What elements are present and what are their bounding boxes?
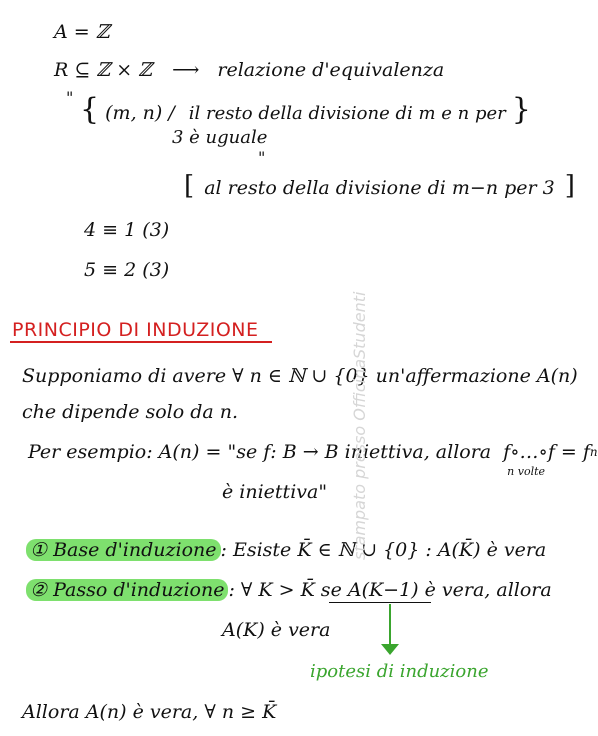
step-text: : ∀ K > K̄ se A(K−1) è vera, allora [228, 579, 552, 601]
set-condition-1: il resto della divisione di m e n per [188, 103, 506, 124]
right-arrow-icon: ⟶ [172, 59, 200, 81]
step-induction-line [26, 578, 552, 602]
congruence-1: 4 ≡ 1 (3) [84, 219, 170, 241]
step-number: ② [30, 579, 48, 601]
set-definition [80, 92, 531, 127]
paragraph-3 [28, 440, 598, 478]
hypothesis-underline [329, 602, 431, 603]
down-arrow-icon [381, 644, 399, 655]
bracket-text: al resto della divisione di m−n per 3 [204, 177, 555, 199]
conclusion: Allora A(n) è vera, ∀ n ≥ K̄ [22, 701, 277, 723]
composition-formula [503, 441, 598, 478]
r-subset-line [54, 58, 444, 82]
set-condition-2: 3 è uguale [172, 127, 268, 148]
composition-exponent: n [589, 445, 598, 459]
composition-text: f∘…∘f = f [503, 441, 590, 463]
base-number: ① [30, 539, 48, 561]
r-subset: R ⊆ ℤ × ℤ [54, 59, 153, 81]
set-pair: (m, n) / [105, 102, 175, 124]
section-title: PRINCIPIO DI INDUZIONE [12, 319, 259, 341]
step-label: Passo d'induzione [53, 579, 225, 601]
a-equals-z: A = ℤ [54, 21, 110, 43]
title-underline [10, 341, 272, 343]
step-highlight [26, 579, 228, 601]
relazione-label: relazione d'equivalenza [217, 59, 445, 81]
bracket-left: [ [184, 171, 195, 201]
bracket-right: ] [564, 171, 575, 201]
equals-mark: " [66, 88, 74, 107]
n-volte-label: n volte [507, 465, 546, 478]
base-highlight [26, 539, 221, 561]
watermark: stampato presso OfficinaStudenti [350, 291, 369, 560]
set-open-brace: { [80, 92, 100, 127]
example-text: Per esempio: A(n) = "se f: B → B iniettiva, allora [28, 441, 492, 463]
ipotesi-annotation: ipotesi di induzione [310, 661, 489, 682]
base-text: : Esiste K̄ ∈ ℕ ∪ {0} : A(K̄) è vera [220, 539, 547, 561]
double-bar-mark: " [258, 148, 266, 167]
step-text-2: A(K) è vera [222, 619, 331, 641]
base-induction-line [26, 538, 546, 562]
base-label: Base d'induzione [53, 539, 217, 561]
paragraph-4: è iniettiva" [222, 481, 328, 503]
congruence-2: 5 ≡ 2 (3) [84, 259, 170, 281]
bracket-line [184, 171, 575, 201]
paragraph-2: che dipende solo da n. [22, 401, 239, 423]
set-close-brace: } [511, 92, 531, 127]
paragraph-1: Supponiamo di avere ∀ n ∈ ℕ ∪ {0} un'affermazione A(n) [22, 365, 578, 387]
